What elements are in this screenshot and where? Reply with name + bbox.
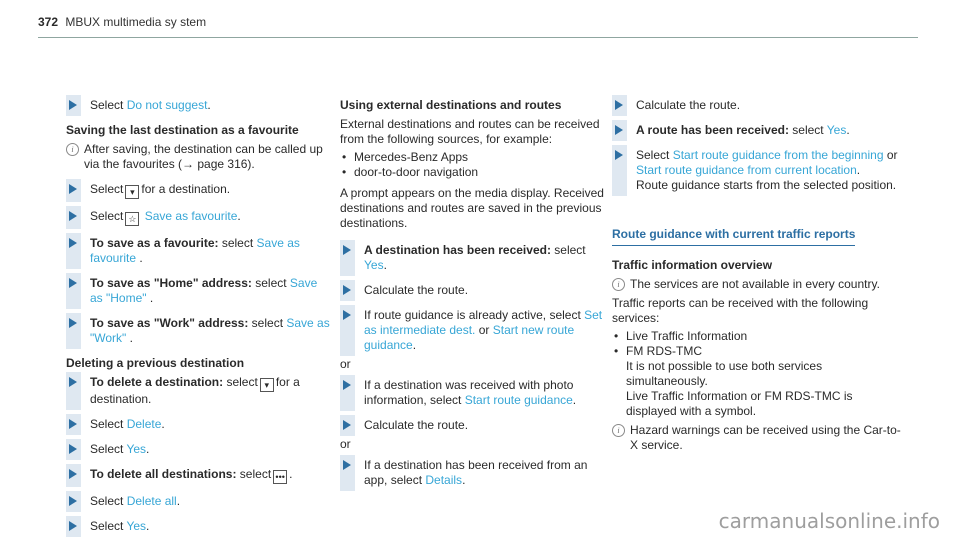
link-yes[interactable]: Yes	[826, 123, 847, 137]
step: Select Start route guidance from the beginning or Start route guidance from current location. Route guidance starts from the selected position.	[612, 148, 902, 193]
step-arrow-icon	[615, 150, 623, 160]
info-icon: i	[66, 143, 79, 156]
step: Calculate the route.	[340, 283, 608, 298]
link-details[interactable]: Details	[425, 473, 463, 487]
step-arrow-icon	[69, 211, 77, 221]
list-item: • Live Traffic Information	[612, 329, 902, 344]
link-save-as-work[interactable]: Save as "Work"	[90, 316, 330, 345]
step: If a destination was received with photo information, select Start route guidance.	[340, 378, 608, 408]
step: Select Delete.	[66, 417, 331, 432]
step: To save as a favourite: select Save as favourite .	[66, 236, 331, 266]
info-icon: i	[612, 278, 625, 291]
column-2	[340, 98, 608, 498]
step: Select Do not suggest.	[66, 98, 331, 113]
step-arrow-icon	[69, 419, 77, 429]
info-note: i Hazard warnings can be received using the Car-to-X service.	[612, 423, 902, 453]
step-arrow-icon	[69, 100, 77, 110]
info-note: i The services are not available in every country.	[612, 277, 902, 292]
link-yes[interactable]: Yes	[126, 442, 147, 456]
step: If a destination has been received from an app, select Details.	[340, 458, 608, 488]
step-arrow-icon	[615, 100, 623, 110]
heading-saving: Saving the last destination as a favourite	[66, 123, 299, 137]
page-title: MBUX multimedia sy stem	[65, 15, 207, 29]
step: To delete all destinations: select ••• .	[66, 467, 331, 484]
step-arrow-icon	[343, 245, 351, 255]
header-rule	[38, 37, 918, 38]
paragraph: Traffic reports can be received with the following services:	[612, 296, 869, 325]
star-icon: ☆	[125, 212, 139, 226]
chevron-down-icon: ▾	[125, 185, 139, 199]
step-arrow-icon	[69, 469, 77, 479]
heading-deleting: Deleting a previous destination	[66, 356, 245, 370]
page-number: 372	[38, 15, 59, 29]
list-item: • Mercedes-Benz Apps	[340, 150, 608, 165]
step-arrow-icon	[343, 285, 351, 295]
step: A route has been received: select Yes.	[612, 123, 902, 138]
step: Select ☆ Save as favourite.	[66, 209, 331, 226]
step-detail: Route guidance starts from the selected position.	[636, 178, 897, 192]
step-arrow-icon	[343, 420, 351, 430]
watermark: carmanualsonline.info	[718, 509, 940, 533]
column-1	[66, 98, 331, 544]
info-icon: i	[612, 424, 625, 437]
step-arrow-icon	[69, 318, 77, 328]
link-save-as-favourite[interactable]: Save as favourite	[144, 209, 238, 223]
page-header	[38, 15, 918, 35]
link-delete-all[interactable]: Delete all	[126, 494, 177, 508]
link-save-as-favourite-2[interactable]: Save as favourite	[90, 236, 300, 265]
link-set-intermediate[interactable]: Set as intermediate dest.	[364, 308, 603, 337]
paragraph: A prompt appears on the media display. Received destinations and routes are saved in the previous destinations.	[340, 186, 604, 230]
step-arrow-icon	[69, 184, 77, 194]
link-start-route-guidance[interactable]: Start route guidance	[464, 393, 573, 407]
info-note: i After saving, the destination can be called up via the favourites (→ page 316).	[66, 142, 331, 172]
list-item: • FM RDS-TMC	[612, 344, 902, 359]
column-3	[612, 98, 902, 463]
step: Select Yes.	[66, 519, 331, 534]
step: To delete a destination: select ▾ for a destination.	[66, 375, 331, 407]
list-item-detail: It is not possible to use both services simultaneously.	[626, 359, 823, 388]
step: Select Delete all.	[66, 494, 331, 509]
link-start-from-beginning[interactable]: Start route guidance from the beginning	[672, 148, 884, 162]
step-arrow-icon	[69, 238, 77, 248]
link-yes[interactable]: Yes	[364, 258, 384, 272]
link-yes-2[interactable]: Yes	[126, 519, 147, 533]
step: Select Yes.	[66, 442, 331, 457]
step: To save as "Home" address: select Save as "Home" .	[66, 276, 331, 306]
step-arrow-icon	[615, 125, 623, 135]
step-arrow-icon	[69, 278, 77, 288]
section-title: Route guidance with current traffic reports	[612, 227, 855, 246]
step-arrow-icon	[343, 380, 351, 390]
heading-traffic: Traffic information overview	[612, 258, 773, 272]
link-start-new-route[interactable]: Start new route guidance	[364, 323, 575, 352]
step: Calculate the route.	[340, 418, 608, 433]
heading-external: Using external destinations and routes	[340, 98, 562, 112]
chevron-down-icon: ▾	[260, 378, 274, 392]
step: Calculate the route.	[612, 98, 902, 113]
step-arrow-icon	[69, 377, 77, 387]
more-icon: •••	[273, 470, 287, 484]
step: Select ▾ for a destination.	[66, 182, 331, 199]
link-start-from-current[interactable]: Start route guidance from current location	[636, 163, 857, 177]
paragraph: External destinations and routes can be received from the following sources, for example:	[340, 117, 600, 146]
step-arrow-icon	[69, 496, 77, 506]
link-save-as-home[interactable]: Save as "Home"	[90, 276, 318, 305]
step-arrow-icon	[69, 444, 77, 454]
step-arrow-icon	[343, 460, 351, 470]
or-label: or	[340, 437, 351, 451]
or-label: or	[340, 357, 351, 371]
step: To save as "Work" address: select Save as "Work" .	[66, 316, 331, 346]
step-arrow-icon	[343, 310, 351, 320]
link-do-not-suggest[interactable]: Do not suggest	[126, 98, 208, 112]
step: If route guidance is already active, select Set as intermediate dest. or Start new route guidance.	[340, 308, 608, 353]
link-delete[interactable]: Delete	[126, 417, 162, 431]
step: A destination has been received: select Yes.	[340, 243, 608, 273]
step-arrow-icon	[69, 521, 77, 531]
list-item: • door-to-door navigation	[340, 165, 608, 180]
list-item-detail: Live Traffic Information or FM RDS-TMC is displayed with a symbol.	[626, 389, 853, 418]
